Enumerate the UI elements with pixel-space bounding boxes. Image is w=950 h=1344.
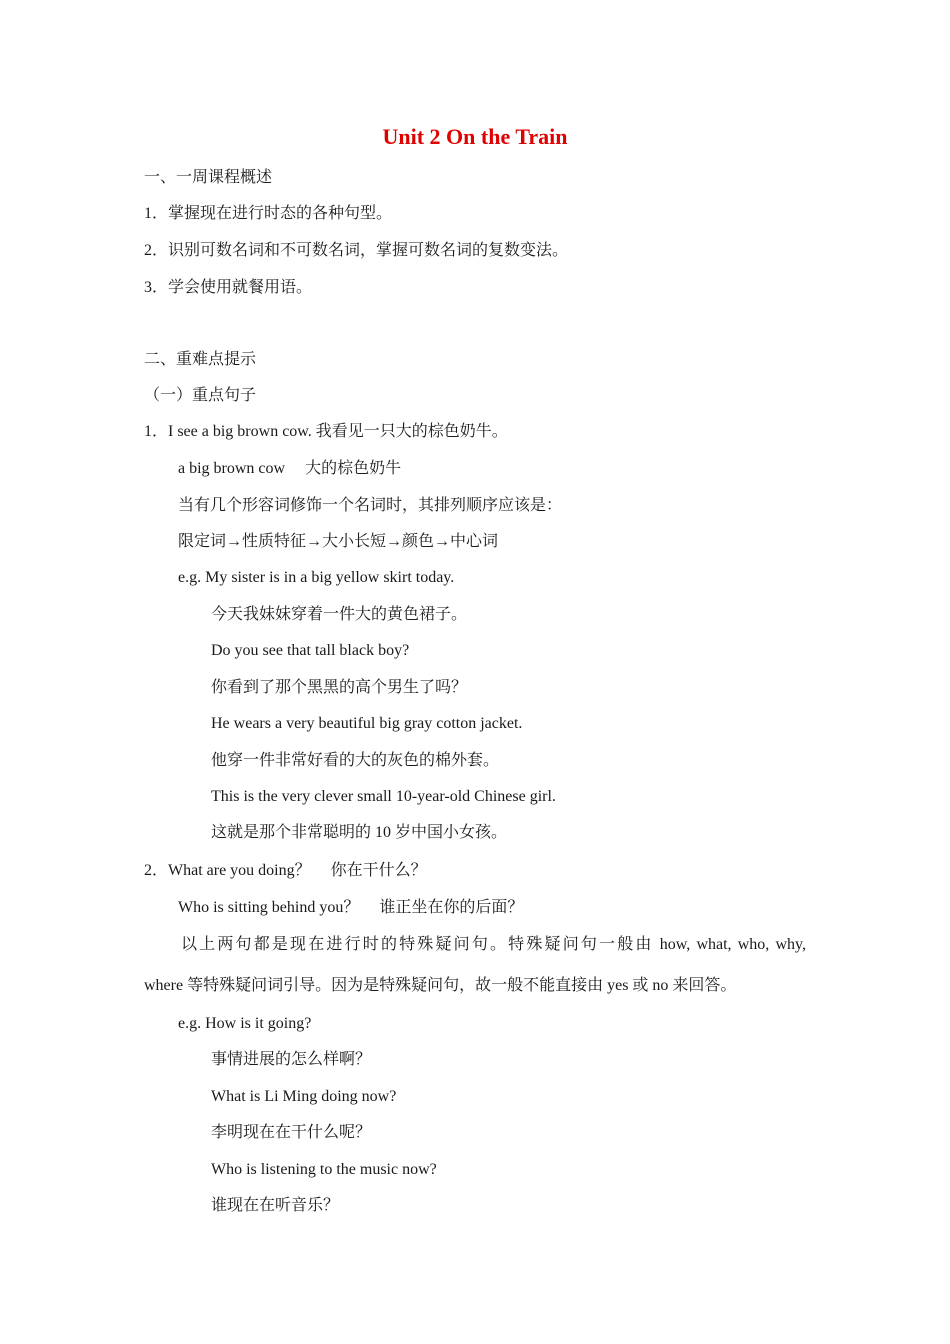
point1-example-line: 他穿一件非常好看的大的灰色的棉外套。 [211,752,500,769]
point2-q2-zh: 谁正坐在你的后面？ [379,899,524,916]
point2-question-1 [144,860,427,882]
point2-example-line: 事情进展的怎么样啊？ [211,1051,372,1068]
point2-explanation-line-2: where 等特殊疑问词引导。因为是特殊疑问句，故一般不能直接由 yes 或 no 来回答。 [144,977,737,994]
point1-rule: 当有几个形容词修饰一个名词时，其排列顺序应该是： [178,497,563,514]
point2-explanation-line-1: 以上两句都是现在进行时的特殊疑问句。特殊疑问句一般由 how, what, who, why, [181,936,806,953]
document-title: Unit 2 On the Train [382,124,568,149]
section1-item-3: 3．学会使用就餐用语。 [144,279,313,296]
point1-example-intro: e.g. My sister is in a big yellow skirt today. [178,569,455,586]
point1-phrase-en: a big brown cow [178,460,286,477]
point1-example-line: This is the very clever small 10-year-old Chinese girl. [211,788,556,805]
section1-item-1: 1．掌握现在进行时态的各种句型。 [144,205,393,222]
section1-heading: 一、一周课程概述 [144,169,273,186]
point2-example-line: 李明现在在干什么呢？ [211,1124,372,1141]
point2-q1-en: 2．What are you doing？ [144,862,311,879]
point1-example-line: 这就是那个非常聪明的 10 岁中国小女孩。 [211,824,508,841]
section2-subheading: （一）重点句子 [144,387,257,404]
point2-q1-zh: 你在干什么？ [330,862,427,879]
point1-sentence: 1．I see a big brown cow. 我看见一只大的棕色奶牛。 [144,423,508,440]
point1-phrase [178,458,401,480]
section2-heading: 二、重难点提示 [144,351,257,368]
point1-example-line: He wears a very beautiful big gray cotton jacket. [211,715,523,732]
point2-example-intro: e.g. How is it going? [178,1015,312,1032]
point1-example-line: Do you see that tall black boy? [211,642,410,659]
point1-example-line: 你看到了那个黑黑的高个男生了吗？ [211,679,468,696]
section1-item-2: 2．识别可数名词和不可数名词，掌握可数名词的复数变法。 [144,242,569,259]
point2-example-line: Who is listening to the music now? [211,1161,437,1178]
point1-order: 限定词→性质特征→大小长短→颜色→中心词 [178,533,499,550]
point2-question-2 [178,897,523,919]
point2-example-line: What is Li Ming doing now? [211,1088,397,1105]
point1-phrase-zh: 大的棕色奶牛 [305,460,402,477]
point1-example-line: 今天我妹妹穿着一件大的黄色裙子。 [211,606,468,623]
point2-q2-en: Who is sitting behind you？ [178,899,360,916]
point2-example-line: 谁现在在听音乐？ [211,1197,340,1214]
